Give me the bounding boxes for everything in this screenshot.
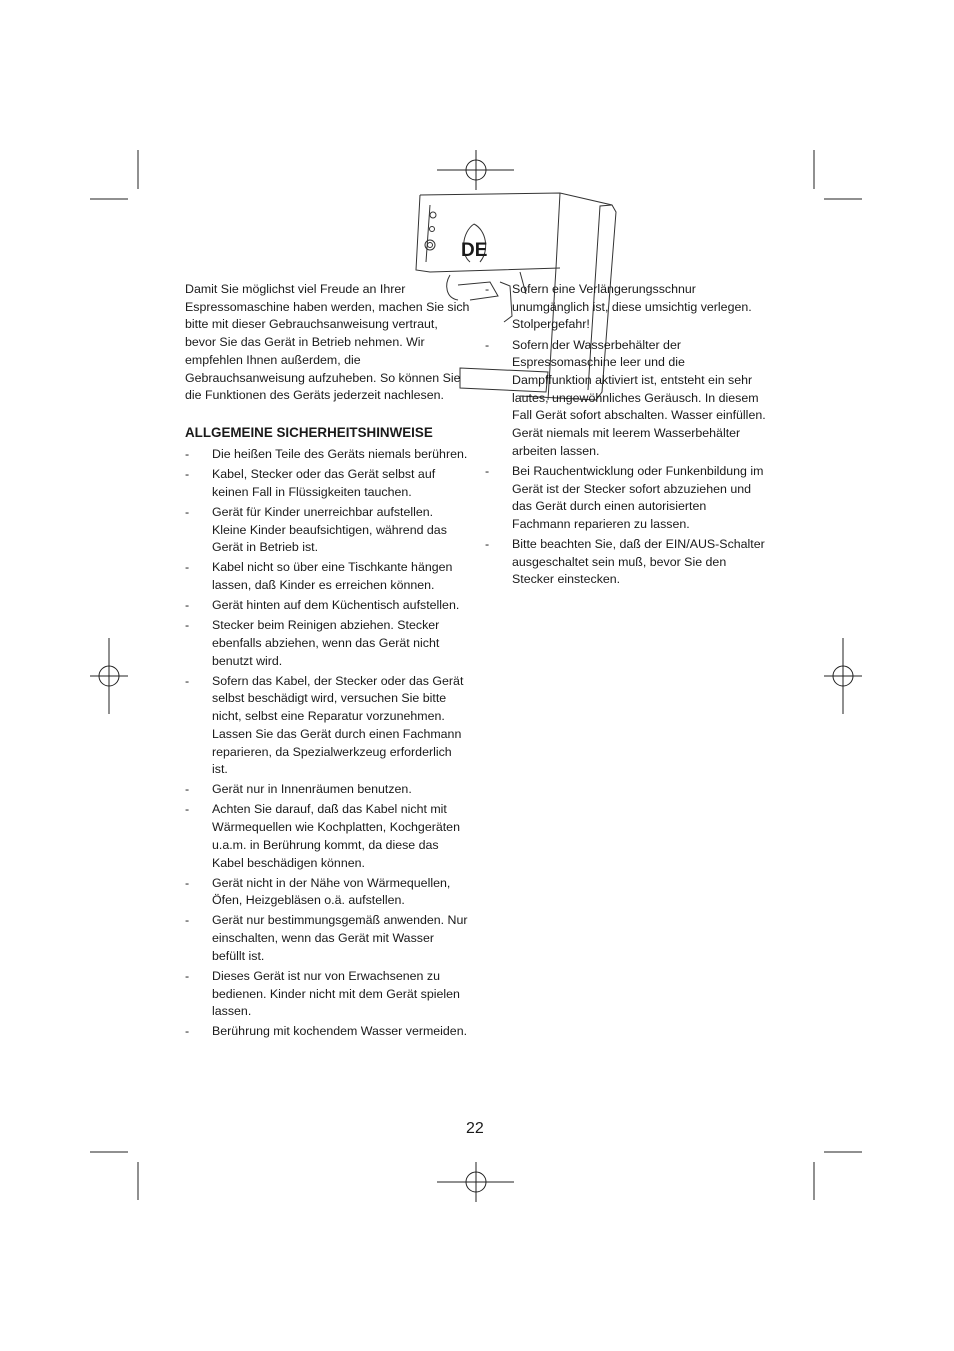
list-item-text: Dieses Gerät ist nur von Erwachsenen zu bedienen. Kinder nicht mit dem Gerät spielen lassen. [212,968,460,1019]
list-item [185,968,470,1021]
list-item-text: Berührung mit kochendem Wasser vermeiden. [212,1024,468,1039]
bullet-dash: - [485,537,490,552]
list-item [485,536,767,589]
bullet-dash: - [185,968,190,983]
bullet-dash: - [485,337,490,352]
list-item [185,801,470,872]
list-item [185,673,470,779]
bullet-dash: - [185,913,190,928]
bullet-dash: - [185,467,190,482]
list-item-text: Stecker beim Reinigen abziehen. Stecker ebenfalls abziehen, wenn das Gerät nicht benutzt wird. [212,618,440,668]
list-item-text: Gerät für Kinder unerreichbar aufstellen. Kleine Kinder beaufsichtigen, während das Gerät in Betrieb ist. [212,504,447,555]
list-item-text: Gerät nur in Innenräumen benutzen. [212,782,412,797]
list-item [485,337,767,461]
list-item-text: Sofern eine Verlängerungsschnur unumgänglich ist, diese umsichtig verlegen. Stolpergefahr! [512,282,752,332]
intro-paragraph: Damit Sie möglichst viel Freude an Ihrer Espressomaschine haben werden, machen Sie sich bitte mit dieser Gebrauchsanweisung vertraut, bevor Sie das Gerät in Betrieb nehmen. Wir empfehlen Ihnen außerdem, die Gebrauchsanweisung aufzuheben. So können Sie die Funktionen des Geräts jederzeit nachlesen. [185,282,470,403]
bullet-dash: - [185,875,190,890]
list-item-text: Achten Sie darauf, daß das Kabel nicht mit Wärmequellen wie Kochplatten, Kochgeräten u.a.m. in Berührung kommt, da diese das Kabel beschädigen können. [212,802,460,870]
bullet-dash: - [185,618,190,633]
list-item [185,559,470,594]
list-item [185,1023,470,1041]
list-item [185,617,470,670]
list-item-text: Gerät hinten auf dem Küchentisch aufstellen. [212,598,460,613]
list-item-text: Bitte beachten Sie, daß der EIN/AUS-Schalter ausgeschaltet sein muß, bevor Sie den Stecker einstecken. [512,537,765,587]
list-item [185,597,470,615]
bullet-dash: - [185,598,190,613]
bullet-dash: - [185,1024,190,1039]
list-item [485,463,767,534]
bullet-dash: - [185,446,190,461]
bullet-dash: - [185,802,190,817]
list-item-text: Gerät nur bestimmungsgemäß anwenden. Nur einschalten, wenn das Gerät mit Wasser befüllt ist. [212,913,468,963]
language-label: DE [461,240,488,261]
bullet-dash: - [485,463,490,478]
list-item [185,912,470,965]
list-item [185,446,470,464]
bullet-dash: - [185,504,190,519]
section-heading: ALLGEMEINE SICHERHEITSHINWEISE [185,424,433,440]
list-item [185,781,470,799]
right-column [485,281,767,592]
bullet-dash: - [185,782,190,797]
left-safety-list [185,446,470,1041]
list-item [185,875,470,910]
bullet-dash: - [185,673,190,688]
list-item-text: Kabel nicht so über eine Tischkante hängen lassen, daß Kinder es erreichen können. [212,560,453,593]
page-number: 22 [466,1120,484,1137]
bullet-dash: - [485,282,490,296]
list-item [485,281,767,334]
list-item-text: Sofern der Wasserbehälter der Espressomaschine leer und die Dampffunktion aktiviert ist, entsteht ein sehr lautes, ungewöhnliches Geräusch. In diesem Fall Gerät sofort abschalten. Wasser einfüllen. Gerät niemals mit leerem Wasserbehälter arbeiten lassen. [512,337,766,458]
list-item-text: Bei Rauchentwicklung oder Funkenbildung im Gerät ist der Stecker sofort abzuziehen und das Gerät durch einen autorisierten Fachmann reparieren zu lassen. [512,463,764,531]
bullet-dash: - [185,560,190,575]
list-item-text: Die heißen Teile des Geräts niemals berühren. [212,446,468,461]
left-column [185,281,470,1044]
list-item-text: Gerät nicht in der Nähe von Wärmequellen, Öfen, Heizgebläsen o.ä. aufstellen. [212,875,451,908]
list-item-text: Kabel, Stecker oder das Gerät selbst auf keinen Fall in Flüssigkeiten tauchen. [212,467,436,499]
list-item [185,504,470,557]
list-item [185,466,470,501]
list-item-text: Sofern das Kabel, der Stecker oder das Gerät selbst beschädigt wird, versuchen Sie bitte nicht, selbst eine Reparatur vorzunehmen. Lassen Sie das Gerät durch einen Fachmann reparieren, da Spezialwerkzeug erforderlich ist. [212,673,464,777]
right-safety-list [485,281,767,589]
